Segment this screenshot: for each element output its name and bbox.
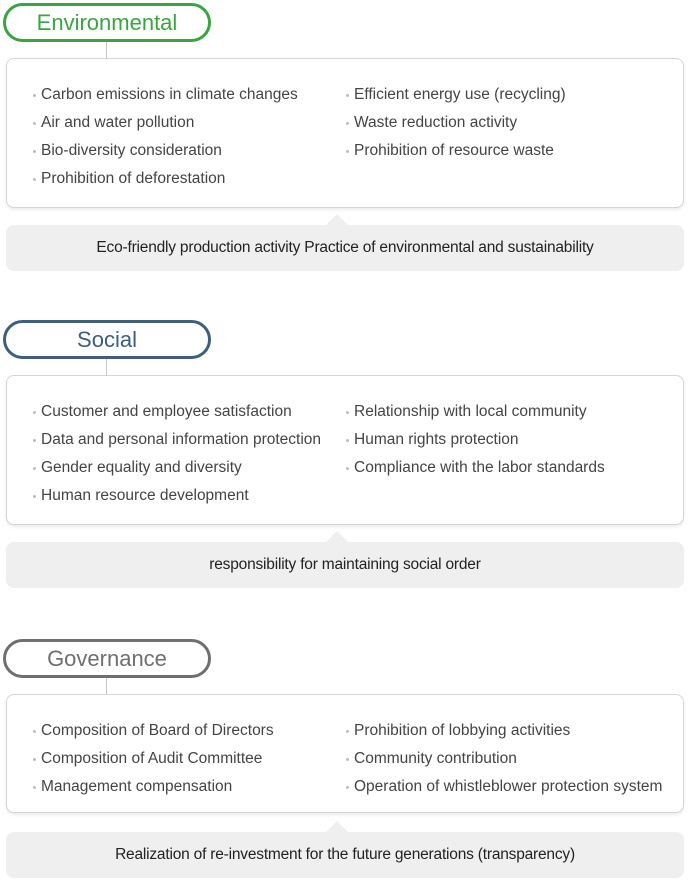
governance-title: Governance [3,639,211,678]
governance-right-list [346,717,662,801]
pointer-arrow [326,821,348,832]
list-item: Carbon emissions in climate changes [33,81,298,109]
pointer-arrow [326,214,348,225]
environmental-right-list [346,81,566,165]
list-item: Customer and employee satisfaction [33,398,321,426]
list-item: Human rights protection [346,426,605,454]
list-item: Efficient energy use (recycling) [346,81,566,109]
pointer-arrow [326,531,348,542]
list-item: Data and personal information protection [33,426,321,454]
social-right-list [346,398,605,482]
environmental-left-list [33,81,298,193]
environmental-items-box [6,58,684,208]
list-item: Gender equality and diversity [33,454,321,482]
list-item: Bio-diversity consideration [33,137,298,165]
social-title: Social [3,320,211,359]
environmental-summary: Eco-friendly production activity Practice of environmental and sustainability [6,225,684,271]
governance-items-box [6,694,684,813]
connector-line [106,42,107,59]
governance-summary: Realization of re-investment for the future generations (transparency) [6,832,684,878]
list-item: Operation of whistleblower protection system [346,773,662,801]
list-item: Waste reduction activity [346,109,566,137]
list-item: Community contribution [346,745,662,773]
list-item: Management compensation [33,773,274,801]
list-item: Air and water pollution [33,109,298,137]
list-item: Prohibition of deforestation [33,165,298,193]
governance-left-list [33,717,274,801]
list-item: Relationship with local community [346,398,605,426]
list-item: Prohibition of lobbying activities [346,717,662,745]
social-items-box [6,375,684,525]
list-item: Composition of Board of Directors [33,717,274,745]
social-left-list [33,398,321,510]
environmental-title: Environmental [3,3,211,42]
social-summary: responsibility for maintaining social order [6,542,684,588]
list-item: Compliance with the labor standards [346,454,605,482]
list-item: Human resource development [33,482,321,510]
connector-line [106,678,107,695]
connector-line [106,359,107,376]
list-item: Prohibition of resource waste [346,137,566,165]
list-item: Composition of Audit Committee [33,745,274,773]
